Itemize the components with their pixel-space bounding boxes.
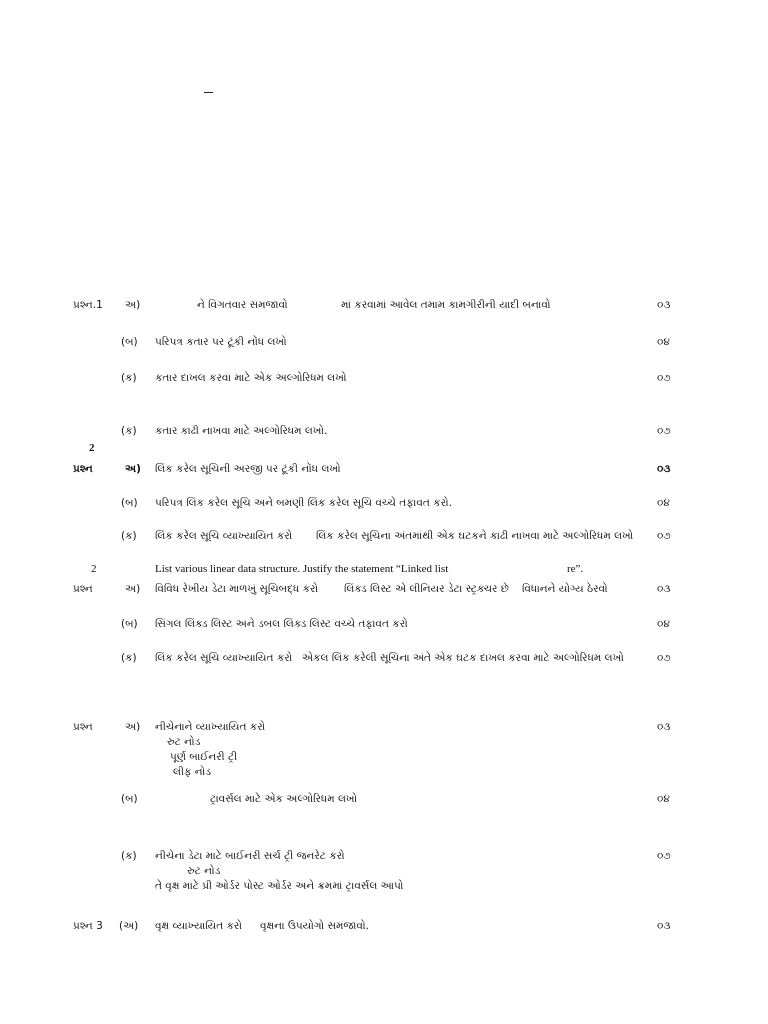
marks: ૦૪ [657, 336, 670, 348]
question-text: લિંક કરેલ સૂચિની અરજી પર ટૂંકી નોંધ લખો [155, 463, 341, 475]
marks: ૦૩ [657, 463, 671, 475]
question-text: લિંક્ડ લિસ્ટ એ લીનિયર ડેટા સ્ટ્રક્ચર છે [344, 583, 509, 595]
question-text: કતાર કાઢી નાખવા માટે અલ્ગોરિધમ લખો. [155, 425, 328, 437]
marks: ૦૩ [657, 920, 671, 932]
marks: ૦૪ [657, 618, 670, 630]
marks: ૦૩ [657, 299, 671, 311]
sub-label: (ક) [121, 372, 137, 384]
sub-label: (ક) [121, 652, 137, 664]
question-text: તે વૃક્ષ માટે પ્રી ઓર્ડર પોસ્ટ ઓર્ડર અને ક્રમમાં ટ્રાવર્સલ આપો [155, 880, 404, 892]
marks: ૦૭ [657, 530, 671, 542]
sub-label: અ) [125, 463, 141, 475]
list-item: પૂર્ણ બાઈનરી ટ્રી [170, 751, 238, 763]
question-label: પ્રશ્ન 3 [73, 920, 103, 932]
question-label: પ્રશ્ન [73, 721, 93, 733]
question-text: લિંક કરેલ સૂચિ વ્યાખ્યાયિત કરો [155, 652, 293, 664]
sub-label: અ) [125, 583, 141, 595]
header-dash [204, 92, 213, 93]
sub-label: અ) [125, 721, 141, 733]
sub-label: (બ) [121, 618, 138, 630]
english-text: List various linear data structure. Justify the statement “Linked list [155, 563, 449, 575]
question-text: વિવિધ રેખીય ડેટા માળખું સૂચિબદ્ધ કરો [155, 583, 319, 595]
question-text: નીચેના ડેટા માટે બાઈનરી સર્ચ ટ્રી જનરેટ કરો [155, 850, 345, 862]
sub-label: (બ) [121, 497, 138, 509]
marks: ૦૭ [657, 425, 671, 437]
list-item: રુટ નોડ [187, 865, 221, 877]
marks: ૦૩ [657, 583, 671, 595]
english-text: re”. [567, 563, 584, 575]
question-label: પ્રશ્ન.1 [73, 299, 103, 311]
question-text: પરિપત્ર કતાર પર ટૂંકી નોંધ લખો [155, 336, 287, 348]
question-text: લિંક કરેલ સૂચિના અંતમાંથી એક ઘટકને કાઢી નાખવા માટે અલ્ગોરિધમ લખો [316, 530, 634, 542]
question-label: પ્રશ્ન [73, 583, 93, 595]
question-text: માં કરવામાં આવેલ તમામ કામગીરીની યાદી બનાવો [341, 299, 551, 311]
question-text: નીચેનાને વ્યાખ્યાયિત કરો [155, 721, 266, 733]
list-item: લીફ નોડ [173, 766, 211, 778]
sub-label: (બ) [121, 793, 138, 805]
question-text: એકલ લિંક કરેલી સૂચિના અંતે એક ઘટક દાખલ કરવા માટે અલ્ગોરિધમ લખો [302, 652, 624, 664]
sub-label: (ક) [121, 425, 137, 437]
question-text: પરિપત્ર લિંક કરેલ સૂચિ અને બમણી લિંક કરેલ સૂચિ વચ્ચે તફાવત કરો. [155, 497, 452, 509]
question-text: લિંક કરેલ સૂચિ વ્યાખ્યાયિત કરો [155, 530, 293, 542]
sub-label: (અ) [119, 920, 139, 932]
marks: ૦૪ [657, 793, 670, 805]
question-text: ટ્રાવર્સલ માટે એક અલ્ગોરિધમ લખો [210, 793, 358, 805]
sub-label: અ) [125, 299, 141, 311]
question-number: 2 [91, 563, 97, 575]
question-text: વૃક્ષના ઉપયોગો સમજાવો. [260, 920, 369, 932]
question-text: ને વિગતવાર સમજાવો [197, 299, 288, 311]
question-text: વિધાનને યોગ્ય ઠેરવો [522, 583, 608, 595]
question-text: કતાર દાખલ કરવા માટે એક અલ્ગોરિધમ લખો [155, 372, 347, 384]
sub-label: (બ) [121, 336, 138, 348]
sub-label: (ક) [121, 850, 137, 862]
question-label: પ્રશ્ન [73, 463, 93, 475]
marks: ૦૭ [657, 850, 671, 862]
question-text: વૃક્ષ વ્યાખ્યાયિત કરો [155, 920, 242, 932]
list-item: રુટ નોડ [167, 736, 201, 748]
marks: ૦૪ [657, 497, 670, 509]
marks: ૦૭ [657, 372, 671, 384]
sub-label: (ક) [121, 530, 137, 542]
marks: ૦૭ [657, 652, 671, 664]
question-number: 2 [89, 442, 95, 454]
marks: ૦૩ [657, 721, 671, 733]
question-text: સિંગલ લિંક્ડ લિસ્ટ અને ડબલ લિંક્ડ લિસ્ટ વચ્ચે તફાવત કરો [155, 618, 408, 630]
